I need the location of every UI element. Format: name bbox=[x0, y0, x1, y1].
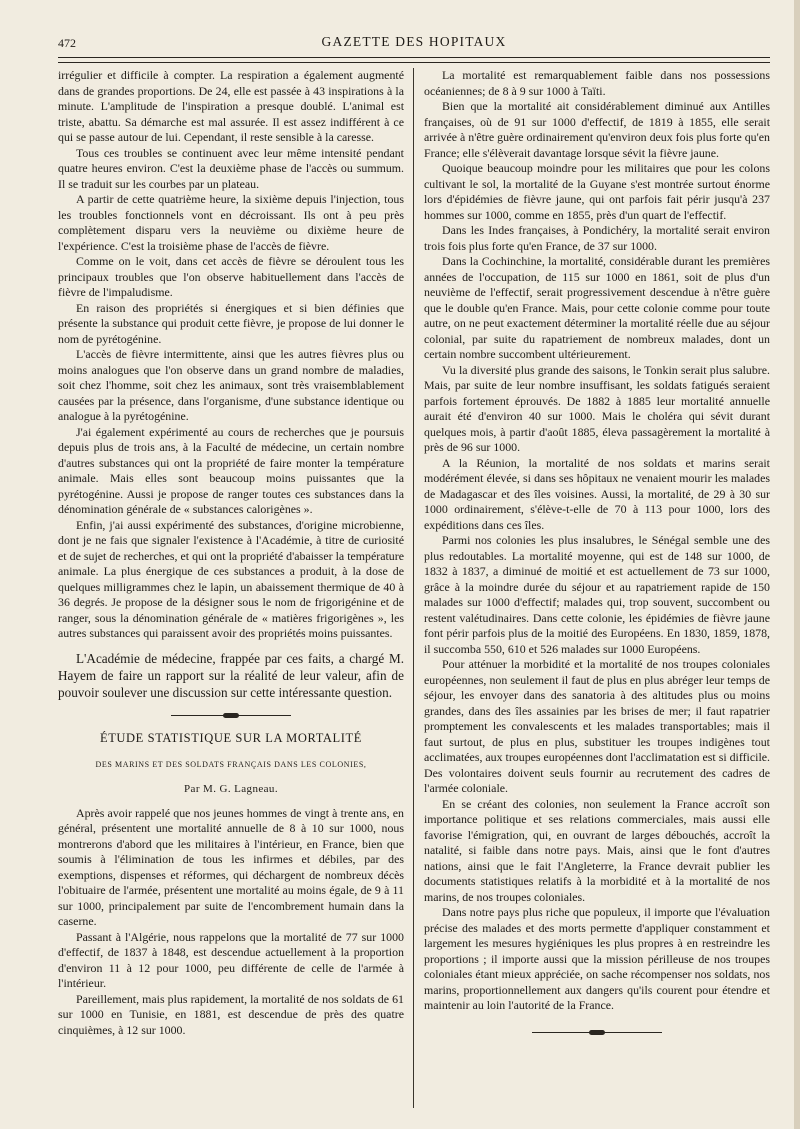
header-rule bbox=[58, 57, 770, 63]
article-author: Par M. G. Lagneau. bbox=[184, 783, 278, 796]
article-paragraph: Pareillement, mais plus rapidement, la mortalité de nos soldats de 61 sur 1000 en Tunisie, en 1881, est descendue de près des quatre cinquièmes, à 12 sur 1000. bbox=[58, 991, 404, 1037]
article-title: ÉTUDE STATISTIQUE SUR LA MORTALITÉ bbox=[99, 731, 363, 746]
paragraph: Quoique beaucoup moindre pour les militaires que pour les colons cultivant le sol, la mortalité de la Guyane s'est montrée surtout énorme lors d'épidémies de fièvre jaune, qui ont parfois fait périr jusqu'à 237 hommes sur 1000, comme en 1855, près d'un quart de l'effectif. bbox=[424, 161, 770, 222]
running-title: GAZETTE DES HOPITAUX bbox=[321, 34, 507, 49]
end-ornament bbox=[532, 1030, 662, 1036]
paragraph: irrégulier et difficile à compter. La respiration a également augmenté dans de grandes proportions. De 24, elle est passée à 43 inspirations à la minute. L'amplitude de l'inspiration a presque doublé. L'animal est triste, abattu. Sa démarche est mal assurée. Il est assez indifférent à ce qui se passe autour de lui. Cependant, il reste sensible à la caresse. bbox=[58, 68, 404, 144]
right-column bbox=[424, 68, 770, 1036]
paragraph: A la Réunion, la mortalité de nos soldats et marins serait modérément élevée, si dans ses hôpitaux ne venaient mourir les malades de Madagascar et des îles voisines. Aussi, la mortalité, de 29 à 30 sur 1000 ordinairement, s'élève-t-elle de 70 à 113 pour 1000, lors des expéditions dans ces îles. bbox=[424, 455, 770, 532]
paragraph: Dans la Cochinchine, la mortalité, considérable durant les premières années de l'occupation, de 115 sur 1000 en 1861, soit de plus d'un neuvième de l'effectif, serait progressivement descendue à n'être guère que le double qu'en France. Mais, pour cette colonie comme pour toute autre, on ne peut exactement déterminer la mortalité réelle due au séjour colonial, par suite du rapatriement de nombreux malades, dont un certain nombre succombent ultérieurement. bbox=[424, 254, 770, 361]
editorial-note: L'Académie de médecine, frappée par ces faits, a chargé M. Hayem de faire un rapport sur la réalité de leur valeur, afin de pouvoir soulever une discussion sur cette intéressante question. bbox=[58, 650, 404, 700]
paragraph: Vu la diversité plus grande des saisons, le Tonkin serait plus salubre. Mais, par suite de leur nombre insuffisant, les soldats fatigués seraient parfois fortement éprouvés. De 1882 à 1885 leur mortalité annuelle aurait été d'environ 40 sur 1000. Mais le choléra qui sévit durant quelques mois, à partir d'août 1885, éleva passagèrement la mortalité à près de 96 sur 1000. bbox=[424, 362, 770, 454]
article-paragraph: Après avoir rappelé que nos jeunes hommes de vingt à trente ans, en général, présentent une mortalité annuelle de 8 à 10 sur 1000, nous montrerons d'abord que les militaires à l'intérieur, en France, bien que soumis à l'élimination de tous les infirmes et débiles, par des exemptions, dispenses et réformes, qui déchargent de nombreux décès l'obituaire de l'armée, présentent une mortalité au moins égale, de 9 à 11 sur 1000, principalement par suite de l'encombrement humain dans la caserne. bbox=[58, 805, 404, 929]
paragraph: L'accès de fièvre intermittente, ainsi que les autres fièvres plus ou moins analogues que l'on observe dans un grand nombre de maladies, soit chez l'homme, soit chez les animaux, sont très vraisemblablement causées par la présence, dans l'organisme, d'une substance identique ou analogue à la pyrétogénine. bbox=[58, 347, 404, 423]
paragraph: J'ai également expérimenté au cours de recherches que je poursuis depuis plus de trois ans, à la Faculté de médecine, un certain nombre d'autres substances qui ont la propriété de faire monter la température animale. Mais elles sont beaucoup moins puissantes que la pyrétogénine. Aussi je propose de ranger toutes ces substances dans la dénomination générale de « substances calorigènes ». bbox=[58, 424, 404, 516]
paragraph: En raison des propriétés si énergiques et si bien définies que présente la substance qui produit cette fièvre, je propose de lui donner le nom de pyrétogénine. bbox=[58, 300, 404, 346]
article-subtitle: DES MARINS ET DES SOLDATS FRANÇAIS DANS LES COLONIES, bbox=[95, 759, 367, 769]
page-header bbox=[58, 34, 770, 56]
article-paragraph: Passant à l'Algérie, nous rappelons que la mortalité de 77 sur 1000 d'effectif, de 1837 à 1848, est descendue actuellement à la proportion d'environ 11 à 12 pour 1000, peu différente de celle de l'armée à l'intérieur. bbox=[58, 929, 404, 991]
paragraph: Dans notre pays plus riche que populeux, il importe que l'évaluation précise des malades et des morts permette d'appliquer constamment et largement les mesures hygiéniques les plus propres à en restreindre les proportions ; il importe aussi que la mission périlleuse de nos troupes coloniales étant mieux appréciée, on sache récompenser nos soldats, nos marins, proportionnellement aux dangers qu'ils courent pour étendre et maintenir au loin l'autorité de la France. bbox=[424, 905, 770, 1012]
paragraph: Dans les Indes françaises, à Pondichéry, la mortalité serait environ trois fois plus forte qu'en France, de 37 sur 1000. bbox=[424, 223, 770, 253]
paragraph: En se créant des colonies, non seulement la France accroît son importance politique et ses relations commerciales, mais aussi elle favorise l'émigration, qui, en ouvrant de larges débouchés, accroît la natalité, si faible dans notre pays. Mais, ainsi que le font d'autres nations, ainsi que le fait l'Angleterre, la France devrait publier les documents statistiques relatifs à la morbidité et à la mortalité de nos marins, de nos troupes coloniales. bbox=[424, 796, 770, 904]
paragraph: A partir de cette quatrième heure, la sixième depuis l'injection, tous les troubles fonctionnels vont en décroissant. Ils ont à peu près complètement disparu vers la neuvième ou dixième heure de l'expérience. C'est la troisième phase de l'accès de fièvre. bbox=[58, 192, 404, 253]
paragraph: Pour atténuer la morbidité et la mortalité de nos troupes coloniales européennes, non seulement il faut de plus en plus abréger leur temps de séjour, les envoyer dans des sanatoria à des altitudes plus ou moins grandes, dans des îles assainies par les brises de mer; il faut rapatrier promptement les convalescents et les malades transportables; mais il faut surtout, de plus en plus, substituer les troupes indigènes tout acclimatées, aux troupes européennes dont l'acclimatation est si difficile. Des volontaires doivent seuls fournir au recrutement des cadres de l'armée coloniale. bbox=[424, 657, 770, 795]
paragraph: Tous ces troubles se continuent avec leur même intensité pendant quatre heures environ. C'est la deuxième phase de l'accès ou summum. Il se traduit sur les courbes par un plateau. bbox=[58, 145, 404, 191]
paragraph: Parmi nos colonies les plus insalubres, le Sénégal semble une des plus redoutables. La mortalité moyenne, qui est de 148 sur 1000, de 1832 à 1837, a diminué de moitié et est actuellement de 73 sur 1000, grâce à la moindre durée du séjour et au rapatriement rapide de 150 malades sur 1000 d'effectif; malades qui, trop souvent, succombent ou restent valétudinaires. Dans cette colonie, les épidémies de fièvre jaune font périr parfois plus de la moitié des Européens. En 1830, 1859, 1878, il succomba 550, 610 et 526 malades sur 1000 Européens. bbox=[424, 533, 770, 656]
section-ornament bbox=[171, 713, 291, 719]
page-number: 472 bbox=[58, 36, 76, 50]
paragraph: La mortalité est remarquablement faible dans nos possessions océaniennes; de 8 à 9 sur 1000 à Taïti. bbox=[424, 68, 770, 98]
left-column bbox=[58, 68, 404, 1038]
column-divider bbox=[413, 68, 414, 1108]
paragraph: Comme on le voit, dans cet accès de fièvre se déroulent tous les principaux troubles que l'on observe habituellement dans l'accès de fièvre de l'impaludisme. bbox=[58, 254, 404, 299]
page-edge bbox=[794, 0, 800, 1129]
paragraph: Enfin, j'ai aussi expérimenté des substances, d'origine microbienne, dont je ne fais que signaler l'existence à l'Académie, à titre de curiosité et de sujet de recherches, et qui ont la propriété d'abaisser la température animale. La plus énergique de ces substances a produit, à la dose de quelques milligrammes chez le lapin, un abaissement thermique de 40 à 36 degrés. Je propose de la désigner sous le nom de frigorigénine et de ranger, sous la dénomination générale de « matières frigorigènes », les autres substances qui paraissent avoir des propriétés moins puissantes. bbox=[58, 517, 404, 640]
paragraph: Bien que la mortalité ait considérablement diminué aux Antilles françaises, où de 91 sur 1000 d'effectif, de 1819 à 1855, elle serait arrivée à n'être guère ordinairement qu'environ deux fois plus forte qu'en France; elle s'élèverait davantage lorsque sévit la fièvre jaune. bbox=[424, 99, 770, 160]
